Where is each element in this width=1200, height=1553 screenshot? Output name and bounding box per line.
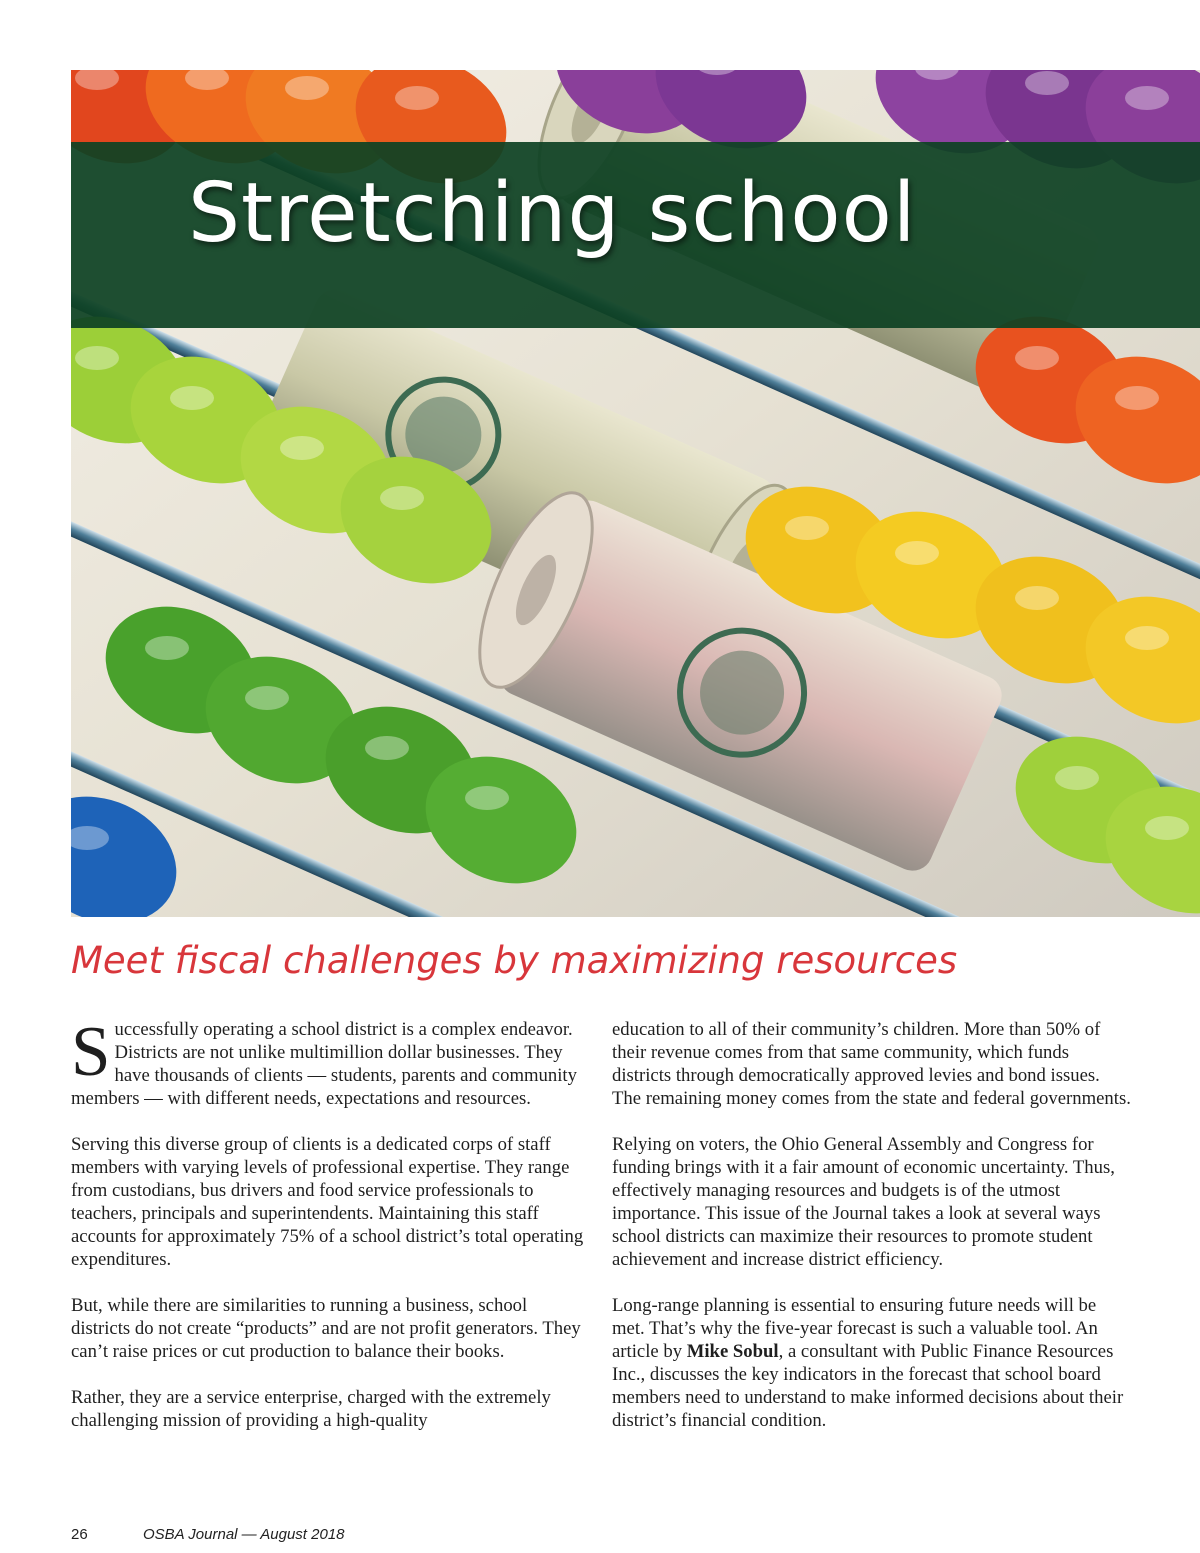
hero-image [71, 70, 1200, 917]
page-subtitle: Meet fiscal challenges by maximizing resources [71, 939, 958, 982]
page-number: 26 [71, 1526, 88, 1543]
bead-highlight [1025, 71, 1069, 95]
journal-name: OSBA Journal — August 2018 [143, 1526, 345, 1543]
bead-highlight [895, 541, 939, 565]
bead-highlight [75, 346, 119, 370]
bead-highlight [785, 516, 829, 540]
page-footer [71, 1522, 345, 1548]
article-left-column [71, 1013, 591, 1455]
article-paragraph: Relying on voters, the Ohio General Assembly and Congress for funding brings with it a fair amount of economic uncertainty. Thus, effectively managing resources and budgets is of the utmost importance. This issue of the Journal takes a look at several ways school districts can maximize their resources to promote student achievement and increase district efficiency. [612, 1134, 1115, 1270]
bead-highlight [365, 736, 409, 760]
article-paragraph: Serving this diverse group of clients is a dedicated corps of staff members with varying levels of professional expertise. They range from custodians, bus drivers and food service professionals to teachers, principals and superintendents. Maintaining this staff accounts for approximately 75% of a school district’s total operating expenditures. [71, 1134, 584, 1270]
author-name: Mike Sobul [686, 1341, 779, 1362]
drop-cap: S [71, 1013, 111, 1091]
bead-highlight [1125, 626, 1169, 650]
bead-highlight [280, 436, 324, 460]
article-paragraph: But, while there are similarities to running a business, school districts do not create “products” and are not profit generators. They can’t raise prices or cut production to balance their books. [71, 1295, 581, 1362]
bead-highlight [1015, 586, 1059, 610]
bead-highlight [1015, 346, 1059, 370]
article-paragraph: Long-range planning is essential to ensuring future needs will be met. That’s why the five-year forecast is such a valuable tool. An article by Mike Sobul, a consultant with Public Finance Resources Inc., discusses the key indicators in the forecast that school board members need to understand to make informed decisions about their district’s financial condition. [612, 1295, 1124, 1431]
bead-highlight [170, 386, 214, 410]
article-right-column [612, 1018, 1132, 1455]
bead-highlight [395, 86, 439, 110]
bead-highlight [1055, 766, 1099, 790]
bead-highlight [380, 486, 424, 510]
bead-highlight [1115, 386, 1159, 410]
page-title: Stretching school [188, 166, 917, 261]
article-paragraph: Successfully operating a school district is a complex endeavor. Districts are not unlike multimillion dollar businesses. They have thousands of clients — students, parents and community members — with different needs, expectations and resources. [71, 1013, 577, 1109]
bead-highlight [465, 786, 509, 810]
bead-highlight [1125, 86, 1169, 110]
bead-highlight [245, 686, 289, 710]
bead-highlight [145, 636, 189, 660]
bead-highlight [1145, 816, 1189, 840]
article-paragraph: education to all of their community’s children. More than 50% of their revenue comes from that same community, which funds districts through democratically approved levies and bond issues. The remaining money comes from the state and federal governments. [612, 1019, 1131, 1109]
bead-highlight [285, 76, 329, 100]
article-paragraph: Rather, they are a service enterprise, charged with the extremely challenging mission of providing a high-quality [71, 1387, 551, 1431]
